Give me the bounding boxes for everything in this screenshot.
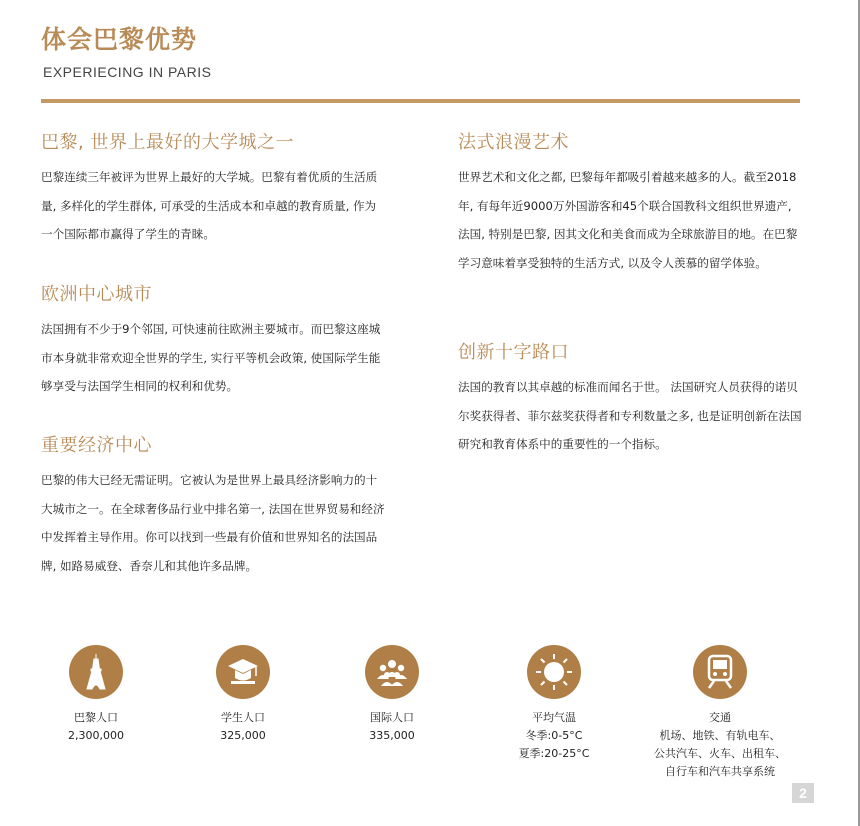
stat-label: 学生人口 — [221, 711, 265, 724]
sun-icon — [527, 645, 581, 699]
stat-value-winter: 冬季:0-5°C — [525, 729, 583, 742]
stat-value: 335,000 — [369, 729, 415, 742]
stat-transport — [645, 645, 795, 781]
stat-average-temperature — [479, 645, 629, 763]
stat-value-line-2: 公共汽车、火车、出租车、 — [654, 747, 786, 760]
section-central-european-city — [41, 280, 386, 401]
train-icon — [693, 645, 747, 699]
stat-label: 巴黎人口 — [74, 711, 118, 724]
section-body: 世界艺术和文化之都, 巴黎每年都吸引着越来越多的人。截至2018年, 有每年近9000万外国游客和45个联合国教科文组织世界遗产, 法国, 特别是巴黎, 因其文化和美食而成为全球旅游目的地。在巴黎学习意味着享受独特的生活方式, 以及令人羡慕的留学体验。 — [458, 170, 798, 270]
section-heading: 巴黎, 世界上最好的大学城之一 — [41, 132, 294, 153]
section-body: 巴黎的伟大已经无需证明。它被认为是世界上最具经济影响力的十大城市之一。在全球奢侈品行业中排名第一, 法国在世界贸易和经济中发挥着主导作用。你可以找到一些最有价值和世界知名的法国品牌, 如路易威登、香奈儿和其他许多品牌。 — [41, 473, 385, 573]
section-heading: 法式浪漫艺术 — [458, 132, 569, 153]
page-subtitle: EXPERIECING IN PARIS — [43, 64, 212, 80]
section-economic-center — [41, 431, 386, 580]
page-title: 体会巴黎优势 — [41, 25, 198, 54]
people-group-icon — [365, 645, 419, 699]
graduation-cap-icon — [216, 645, 270, 699]
section-body: 法国的教育以其卓越的标准而闻名于世。 法国研究人员获得的诺贝尔奖获得者、菲尔兹奖获得者和专利数量之多, 也是证明创新在法国研究和教育体系中的重要性的一个指标。 — [458, 380, 802, 451]
section-heading: 欧洲中心城市 — [41, 284, 152, 305]
section-heading: 重要经济中心 — [41, 435, 152, 456]
section-body: 法国拥有不少于9个邻国, 可快速前往欧洲主要城市。而巴黎这座城市本身就非常欢迎全世界的学生, 实行平等机会政策, 使国际学生能够享受与法国学生相同的权利和优势。 — [41, 322, 381, 393]
section-body: 巴黎连续三年被评为世界上最好的大学城。巴黎有着优质的生活质量, 多样化的学生群体, 可承受的生活成本和卓越的教育质量, 作为一个国际都市赢得了学生的青睐。 — [41, 170, 378, 241]
stat-international-population — [317, 645, 467, 745]
stat-value: 325,000 — [220, 729, 266, 742]
stat-value-summer: 夏季:20-25°C — [518, 747, 590, 760]
section-innovation-crossroads — [458, 338, 803, 459]
section-french-romance-art — [458, 128, 803, 277]
title-divider — [41, 99, 800, 103]
stat-value: 2,300,000 — [68, 729, 124, 742]
stat-value-line-1: 机场、地铁、有轨电车、 — [659, 729, 781, 742]
stat-label: 交通 — [709, 711, 731, 724]
stat-label: 国际人口 — [370, 711, 414, 724]
stat-value-line-3: 自行车和汽车共享系统 — [665, 765, 775, 778]
stat-label: 平均气温 — [532, 711, 576, 724]
section-heading: 创新十字路口 — [458, 342, 569, 363]
stat-paris-population — [21, 645, 171, 745]
section-best-student-city — [41, 128, 386, 249]
stat-student-population — [168, 645, 318, 745]
page-number: 2 — [792, 783, 814, 803]
eiffel-tower-icon — [69, 645, 123, 699]
